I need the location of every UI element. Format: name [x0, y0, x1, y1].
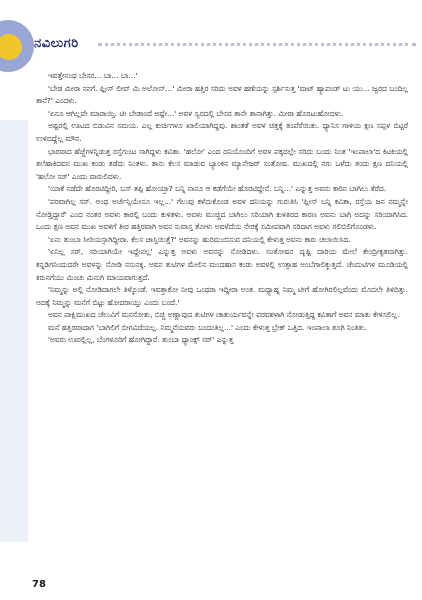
- paragraph: 'ಬೇಡ ಮೀರಾ ನನಗೆ. ಫ್ಲೀಸ್ ಲೀವ್ ಮಿ ಅಲೋನ್...' ಮೀರಾ ಹತ್ತಿರ ಸರಿದು ಅವಳ ಹಣೆಯನ್ನು ಸ್ಪರ್ಶಿಸುತ್ತ 'ವಾಟ್ ಹ್ಯಾಪಂಡ್ ಟು ಯು... ಜ್ವರದ ಬಂದಿಲ್ಲ ತಾನೆ?' ಎಂದಳು.: [36, 83, 408, 106]
- paragraph: 'ನಿಮ್ಮನ್ನು ಅಲ್ಲಿ ನೋಡಿದಾಗಲೇ ತಿಳ್ಕೊಂಡೆ. ಇವತ್ತಾಕೋ ನೀವು ಒಂಥರಾ ಇದ್ದೀರಾ ಅಂತ. ಮಧ್ಯಾಹ್ನ ನಿಮ್ಮ ಟೀಗೆ ಹೋಗಿರಲಿಲ್ಲವೆಂದು ಮೊದಲೇ ತಿಳಿದಿತ್ತು. ಅದಕ್ಕೆ ನಿಮ್ಮನ್ನು ಮನೆಗೆ ಬಿಟ್ಟು ಹೋದರಾಯ್ತು ಎಂದು ಬಂದೆ.': [36, 285, 408, 307]
- page-footer: [0, 568, 422, 600]
- page-number: 78: [32, 579, 46, 590]
- article-body: [36, 70, 408, 560]
- paragraph: ಅಷ್ಟರಲ್ಲಿ ಊಟದ ಬಿಡುವಿನ ಸಮಯ. ಎಲ್ಲ ಕುರ್ಚಿಗಳೂ ಖಾಲಿಯಾಗಿದ್ದವು. ಶಾಂತತೆ ಅವಳ ಚಿತ್ತಕ್ಕೆ ತಂಪೆರೆಯಿತು. ಧ್ಯಾನಿಸ ಗಾಳಿಯ ಕ್ಷಣ ಸಪ್ಪಳ ಬಿಟ್ಟರೆ ಉಳಿದದ್ದೆಲ್ಲ ಮೌನ.: [36, 121, 408, 143]
- section-title: ನವಿಲುಗರಿ: [34, 36, 79, 51]
- paragraph: ಇವತ್ತೇನಂಥ ಬೇಸರ... ಬಾ... ಬಾ...': [48, 71, 138, 80]
- header-dotted-rule: [98, 43, 416, 46]
- paragraph: ಭಾರವಾದ ಹೆಜ್ಜೆಗಳನ್ನಿಡುತ್ತ ರಸ್ತೆಗುಂಟ ಸಾಗಿದ್ದಳು ಕವಿತಾ. 'ಹಲೋ' ಎಂದ ದನಿಯೊಂದಿಗೆ ಅವಳ ಪಕ್ಕದಲ್ಲೇ ಸರಿದು ಬಂದು ನಿಂತ 'ಇಂಪಾಲಾ'ದ ಕಿಟಕಿಯಲ್ಲಿ ತಲೆಹಾಕಿದವನ ಮುಖ ಕಂಡು ತಡೆದು ನಿಂತಳು. ತಾನು ಕೆಲಸ ಮಾಡುವ ಬ್ಯಾಂಕಿನ ಮ್ಯಾನೇಜರ್ ಸಂತೋಷ. ಮುಖದಲ್ಲಿ ನಗು ಒಳೆದು ತಂದು ಕ್ಷಣ ದನಿಯಲ್ಲಿ 'ಹಲೋ ಸರ್' ಎಂದು ವಾರುಲಿದಳು.: [36, 146, 408, 181]
- paragraph: ಮನೆ ಹತ್ತಿರವಾದಾಗ 'ಬಾಗಿಲಿಗೆ ಬೀಗವಿದೆಯಲ್ಲ. ನಿಮ್ಮನೆಯವರು ಬಂದಂತಿಲ್ಲ...' ಎಂದು ಕೇಳುತ್ತ ಬ್ರೇಕ್ ಒತ್ತಿದ. ಇಂಪಾಲಾ ತೂಗಿ ನಿಂತಿತು.: [48, 322, 367, 332]
- paragraph: 'ಪರವಾಗಿಲ್ಲ ಸರ್. ಅಂಥ ಅರ್ಜೆನ್ಸಿಯೇನೂ ಇಲ್ಲ...' ಗೆಲುವು ಕಳೆದುಕೊಂಡ ಅವಳ ದನಿಯನ್ನು ಗುರುತಿಸಿ 'ಪ್ಲೀಸ್ ಬನ್ನಿ ಕವಿತಾ, ರಸ್ತೆಯ ಜನ ನಮ್ಮನ್ನೇ ನೋಡ್ತಿದ್ದಾರೆ' ಎಂದ ನಂತರ ಅವಳು ಕಾರಲ್ಲಿ ಬಂದು ಕುಳಿತಳು. ಅವಳು ಮುಚ್ಚಿದ ಬಾಗಿಲು ಸರಿಯಾಗಿ ಕುಳಿತಿರದ ಕಾರಣ ಅವನು ಬಾಗಿ ಅದನ್ನು ಸರಿಯಾಗಿಸಿದ. ಒಂದು ಕ್ಷಣ ಅವನ ಮುಖ ಅವಳಿಗೆ ತೀರ ಹತ್ತಿರವಾಗಿ ಅವನ ಸುವಾಸ್ತ ತೋಳು ಅವಳೆದೆಯ ನೇರಕ್ಕೆ ಸಮೀಪವಾಗಿ ಸರಿದಾಗ ಅವಳು ಗಲಿಬಿಲಿಗೊಂಡಳು.: [36, 196, 408, 232]
- paragraph: 'ಏನೂ ಆಗಿಲ್ಲವೇ ಮಾರಾಯ್ತಿ. ಟೀ ಬೇಡಾಂದೆ ಅಷ್ಟೇ...' ಅವಳ ಸ್ವರದಲ್ಲಿ ಬೇಸರ ತಾನೇ ತಾನಾಗಿತ್ತು. ಮೀರಾ ಹೊರಟುಹೋದಳು.: [48, 108, 344, 118]
- paragraph: 'ಏನು ತುಂಬಾ ಸೀರಿಯಸ್ಸಾಗಿದ್ದೀರಾ. ಕೆಲಸ ಜಾಸ್ತಿಯಿತ್ತೆ?' ಅವನನ್ನು ಹುರಿದುಂಬಿಸುವ ದನಿಯಲ್ಲಿ ಕೇಳುತ್ತ ಅವನು ಕಾರು ಚಲಾಯಿಸಿದ.: [48, 234, 351, 244]
- paragraph: 'ಯಾಕೆ ನಡೆದೇ ಹೊರಟಿದ್ದೀರಿ, ಬಸ್ ತಪ್ಪಿ ಹೋಯ್ತಾ? ಬನ್ನಿ ನಾನೂ ಆ ಕಡೆಗೆಯೇ ಹೊರಟಿದ್ದೇನೆ. ಬನ್ನಿ...' ಎನ್ನುತ್ತ ಅವನು ಕಾರಿನ ಬಾಗಿಲು ತೆರೆದ.: [48, 184, 386, 194]
- paragraph: ಅವನ ಪಾಕ್ಷಿಮುಖದ ಚೆಲುವಿಗೆ ಮನಸೋತು, ಬಿಚ್ಚಿ ಅಣ್ಣಾವುದ ತುಟಿಗಳ ಚಾತುರ್ಯವನ್ನೇ ಪರವಶಳಾಗಿ ನೋಡುತ್ತಿದ್ದ ಕವಿತಾಗೆ ಅವನ ಮಾತು ಕೇಳಿಸಲಿಲ್ಲ.: [48, 310, 400, 320]
- paragraph: 'ಏನಿಲ್ಲ ಸರ್, ಸರಿಯಾಗಿಯೇ ಇದ್ದೇನಲ್ಲ' ಎನ್ನುತ್ತ ಅವಳು ಅವನನ್ನು ನೋಡಿದಳು. ಸಂತೋಷನ ದೃಷ್ಟಿ ದಾರಿಯ ಮೇಲೆ ಕೇಂದ್ರೀಕೃತವಾಗಿತ್ತು. ಕನ್ನಡಿಗನಿಂದುದರೇ ಅವಳನ್ನು ನೋಡಿ ನಸುನಕ್ಕ. ಅವನ ತುಟಿಗಳ ಮೇಲಿನ ಮಂದಹಾಸ ಕಂಡು ಅವಳಲ್ಲಿ ಉತ್ಸಾಹ ಅಂಬೆಗಾಲಿಕ್ಕುತ್ತದೆ. ಚೆಂದುಟಿಗಳ ಮೂಡಿಯಲ್ಲಿ ಕಿರುನಗೆಯು ಮಿಂಚು ಮಿನುಗಿ ಮಾಯವಾಗುತ್ತದೆ.: [36, 247, 408, 282]
- paragraph: 'ಅವರು ಊರಲ್ಲಿಲ್ಲ, ಬೆಂಗಳೂರಿಗೆ ಹೋಗಿದ್ದಾರೆ. ತುಂಬಾ ಥ್ಯಾಂಕ್ಸ್ ಸರ್' ಎನ್ನುತ್ತ: [48, 335, 234, 345]
- left-margin-band: [0, 120, 28, 542]
